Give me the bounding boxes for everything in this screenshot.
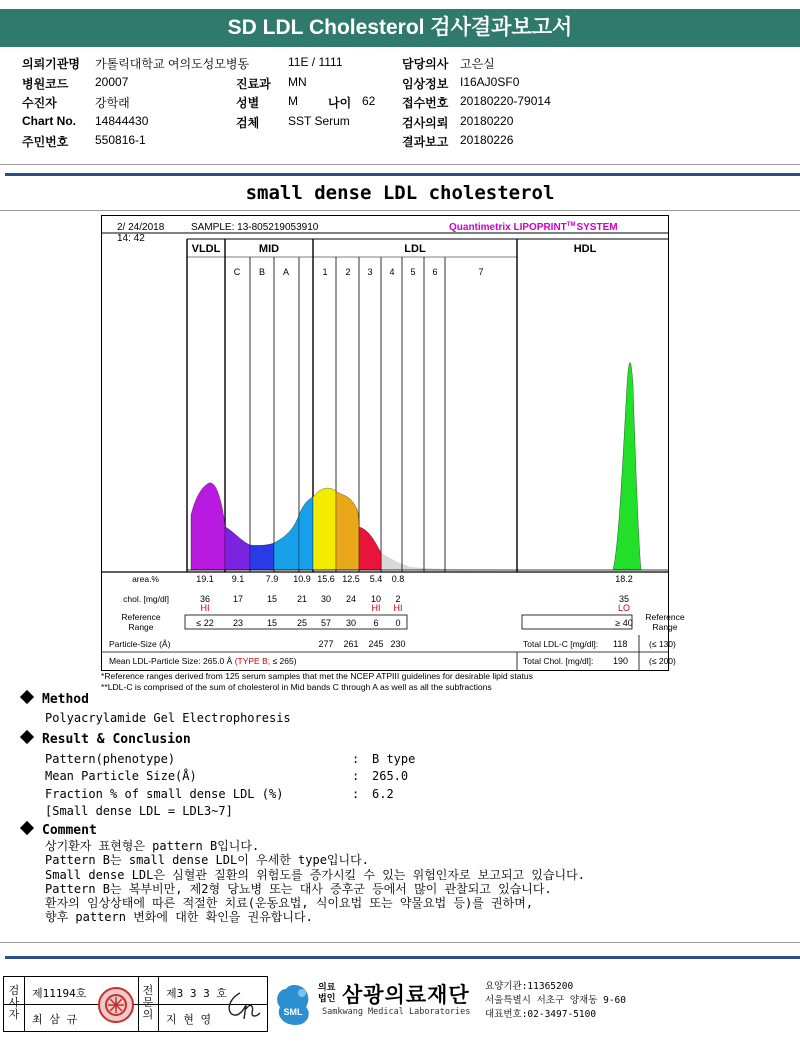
- chart-no-value: 14844430: [95, 114, 149, 128]
- comment-heading-text: Comment: [42, 823, 97, 838]
- chart-time: 14: 42: [117, 233, 145, 244]
- chol-value: 10: [370, 594, 382, 604]
- inspector-no: 제11194호: [32, 987, 87, 1000]
- area-label: area.%: [132, 574, 159, 584]
- inspector-name: 최 삼 규: [32, 1013, 78, 1026]
- comment-line: 환자의 임상상태에 따른 적절한 치료(운동요법, 식이요법 또는 약물요법 등)를 권하며,: [45, 896, 534, 911]
- chart-sample: SAMPLE: 13-805219053910: [191, 222, 319, 233]
- comment-heading: [22, 823, 97, 838]
- band-label: 7: [478, 267, 484, 277]
- comment-line: 상기환자 표현형은 pattern B입니다.: [45, 839, 260, 853]
- org-prefix-2: 법인: [318, 994, 336, 1004]
- fraction-value: 6.2: [372, 787, 394, 801]
- doctor-value: 고은실: [460, 57, 495, 71]
- comment-line: Pattern B는 small dense LDL이 우세한 type입니다.: [45, 853, 369, 868]
- method-text: Polyacrylamide Gel Electrophoresis: [45, 711, 291, 725]
- doctor-label: 담당의사: [402, 57, 449, 71]
- comment-text: [45, 839, 585, 925]
- specialist-name: 지 현 영: [166, 1013, 212, 1026]
- receipt-label: 접수번호: [402, 96, 449, 110]
- colon: :: [352, 787, 360, 801]
- particle-size-value: 277: [318, 639, 334, 649]
- chol-value: 17: [232, 594, 244, 604]
- patient-name: 강학래: [95, 96, 130, 110]
- patient-label: 수진자: [22, 96, 57, 110]
- mean-size-text: Mean LDL-Particle Size: 265.0 Å (TYPE B; ≤ 265): [109, 656, 297, 666]
- area-value: 10.9: [293, 574, 311, 584]
- divider: [0, 164, 800, 165]
- group-label: LDL: [404, 243, 426, 255]
- ref-value: 6: [373, 618, 379, 628]
- ref-value: ≤ 22: [196, 618, 214, 628]
- size-value: 265.0: [372, 769, 409, 783]
- total-ldl-ref: (≤ 130): [649, 639, 676, 649]
- age-value: 62: [362, 94, 376, 108]
- area-value: 12.5: [342, 574, 360, 584]
- chol-value: 30: [320, 594, 332, 604]
- chart-brand: [449, 222, 618, 233]
- chol-label: chol. [mg/dl]: [123, 594, 169, 604]
- size-label: Mean Particle Size(Å): [45, 769, 197, 783]
- org-name: 삼광의료재단: [342, 983, 470, 1007]
- ref-value: ≥ 40: [615, 618, 633, 628]
- mid-b-peak: [250, 543, 274, 570]
- area-value: 15.6: [317, 574, 335, 584]
- flag-ldl4: HI: [393, 603, 403, 613]
- report-value: 20180226: [460, 133, 514, 147]
- clinical-value: I16AJ0SF0: [460, 75, 520, 89]
- particle-size-value: 261: [343, 639, 359, 649]
- band-label: 6: [432, 267, 438, 277]
- comment-line: Pattern B는 복부비만, 제2형 당뇨병 또는 대사 증후군 등에서 많이 관찰되고 있습니다.: [45, 881, 552, 896]
- ref-value: 15: [266, 618, 278, 628]
- particle-size-value: 230: [390, 639, 406, 649]
- band-label: B: [258, 267, 266, 277]
- id-label: 주민번호: [22, 135, 69, 149]
- flag-hdl: LO: [617, 603, 631, 613]
- request-value: 20180220: [460, 114, 514, 128]
- diamond-bullet-icon: [20, 730, 34, 744]
- total-ldl-value: 118: [613, 639, 628, 649]
- org-prefix-1: 의료: [318, 983, 336, 993]
- hospital-code-value: 20007: [95, 75, 129, 89]
- report-label: 결과보고: [402, 135, 449, 149]
- sex-label: 성별: [236, 96, 260, 110]
- colon: :: [352, 769, 360, 783]
- chol-value: 35: [618, 594, 630, 604]
- specialist-no: 제3 3 3 호: [166, 987, 227, 1000]
- chart-no-label: Chart No.: [22, 114, 76, 128]
- divider: [0, 210, 800, 211]
- age-label: 나이: [328, 96, 352, 110]
- small-ldl-note: [Small dense LDL = LDL3~7]: [45, 804, 233, 818]
- inspector-label: 검사자: [8, 984, 20, 1021]
- clinical-label: 임상정보: [402, 77, 449, 91]
- specimen-value: SST Serum: [288, 114, 350, 128]
- report-footer: [0, 973, 800, 1041]
- patient-info: [0, 55, 800, 155]
- ref-value: 0: [395, 618, 401, 628]
- chol-value: 36: [199, 594, 211, 604]
- report-title: SD LDL Cholesterol 검사결과보고서: [0, 9, 800, 47]
- group-label: VLDL: [191, 243, 221, 255]
- signature-icon: [222, 987, 262, 1023]
- chart-brand-tm: TM: [566, 222, 576, 228]
- dept-label: 진료과: [236, 77, 271, 91]
- license-no: 요양기관:11365200: [485, 981, 574, 992]
- dept-value: MN: [288, 75, 307, 89]
- ref-label-right: Reference: [645, 612, 685, 622]
- divider: [0, 942, 800, 943]
- total-chol-value: 190: [613, 656, 629, 666]
- area-value: 19.1: [196, 574, 214, 584]
- flag-ldl3: HI: [371, 603, 381, 613]
- institution-label: 의뢰기관명: [22, 57, 80, 71]
- ref-value: 30: [345, 618, 357, 628]
- institution-value: 가톨릭대학교 여의도성모병동: [95, 57, 250, 71]
- org-prefix: [318, 983, 340, 1005]
- area-value: 9.1: [231, 574, 245, 584]
- ldl1-peak: [313, 488, 336, 570]
- section-title: small dense LDL cholesterol: [245, 182, 555, 204]
- hospital-code-label: 병원코드: [22, 77, 69, 91]
- area-value: 18.2: [615, 574, 633, 584]
- ref-label: Range: [128, 622, 154, 632]
- band-label: 5: [410, 267, 416, 277]
- particle-label: Particle-Size (Å): [109, 639, 171, 649]
- ref-value: 57: [320, 618, 332, 628]
- group-label: MID: [258, 243, 280, 255]
- diamond-bullet-icon: [20, 821, 34, 835]
- group-label: HDL: [573, 243, 597, 255]
- method-heading: [22, 692, 89, 707]
- pattern-label: Pattern(phenotype): [45, 752, 176, 766]
- receipt-value: 20180220-79014: [460, 94, 551, 108]
- comment-line: 향후 pattern 변화에 대한 확인을 권유합니다.: [45, 910, 313, 925]
- footnote-2: **LDL-C is comprised of the sum of cholesterol in Mid bands C through A as well as all the subfractions: [101, 682, 492, 692]
- chol-value: 15: [266, 594, 278, 604]
- request-label: 검사의뢰: [402, 116, 449, 130]
- band-label: A: [282, 267, 290, 277]
- ref-label-right: Range: [652, 622, 678, 632]
- band-label: C: [233, 267, 241, 277]
- logo-text: SML: [283, 1007, 303, 1017]
- band-label: 4: [389, 267, 395, 277]
- sml-logo-icon: [272, 979, 314, 1029]
- band-label: 2: [345, 267, 351, 277]
- flag-vldl: HI: [200, 603, 210, 613]
- phone: 대표번호:02-3497-5100: [485, 1009, 597, 1020]
- method-heading-text: Method: [42, 692, 89, 707]
- chol-value: 2: [395, 594, 401, 604]
- chart-brand-name: Quantimetrix LIPOPRINT: [449, 222, 567, 233]
- ref-value: 23: [232, 618, 244, 628]
- diamond-bullet-icon: [20, 690, 34, 704]
- specimen-label: 검체: [236, 116, 260, 130]
- band-label: 3: [367, 267, 373, 277]
- band-label: 1: [322, 267, 328, 277]
- ref-value: 25: [296, 618, 308, 628]
- particle-size-value: 245: [368, 639, 384, 649]
- result-heading: [22, 732, 191, 747]
- id-value: 550816-1: [95, 133, 146, 147]
- comment-line: Small dense LDL은 심혈관 질환의 위험도를 증가시킬 수 있는 위험인자로 보고되고 있습니다.: [45, 867, 585, 882]
- chol-value: 21: [296, 594, 308, 604]
- footnote-1: *Reference ranges derived from 125 serum samples that met the NCEP ATPIII guidelines for desirable lipid status: [101, 671, 533, 681]
- divider: [5, 956, 800, 959]
- fraction-label: Fraction % of small dense LDL (%): [45, 787, 284, 801]
- signature-box: [3, 976, 268, 1032]
- chart-date: 2/ 24/2018: [117, 222, 165, 233]
- footnotes: [101, 671, 533, 693]
- total-ldl-label: Total LDL-C [mg/dl]:: [523, 639, 599, 649]
- address: 서울특별시 서초구 양재동 9-60: [485, 995, 626, 1006]
- area-value: 0.8: [391, 574, 405, 584]
- ward-value: 11E / 1111: [288, 55, 343, 69]
- total-chol-label: Total Chol. [mg/dl]:: [523, 656, 594, 666]
- chol-value: 24: [345, 594, 357, 604]
- result-heading-text: Result & Conclusion: [42, 732, 191, 747]
- total-chol-ref: (≤ 200): [649, 656, 676, 666]
- specialist-label: 전문의: [142, 984, 154, 1021]
- area-value: 5.4: [369, 574, 383, 584]
- seal-stamp-icon: [96, 983, 136, 1027]
- org-english-name: Samkwang Medical Laboratories: [322, 1007, 471, 1017]
- pattern-value: B type: [372, 752, 416, 766]
- sex-value: M: [288, 94, 298, 108]
- lipoprint-chart: [101, 215, 685, 671]
- colon: :: [352, 752, 360, 766]
- divider: [5, 173, 800, 176]
- chart-brand-suffix: SYSTEM: [576, 222, 618, 233]
- org-contact: [485, 980, 626, 1022]
- ref-label: Reference: [121, 612, 161, 622]
- area-value: 7.9: [265, 574, 279, 584]
